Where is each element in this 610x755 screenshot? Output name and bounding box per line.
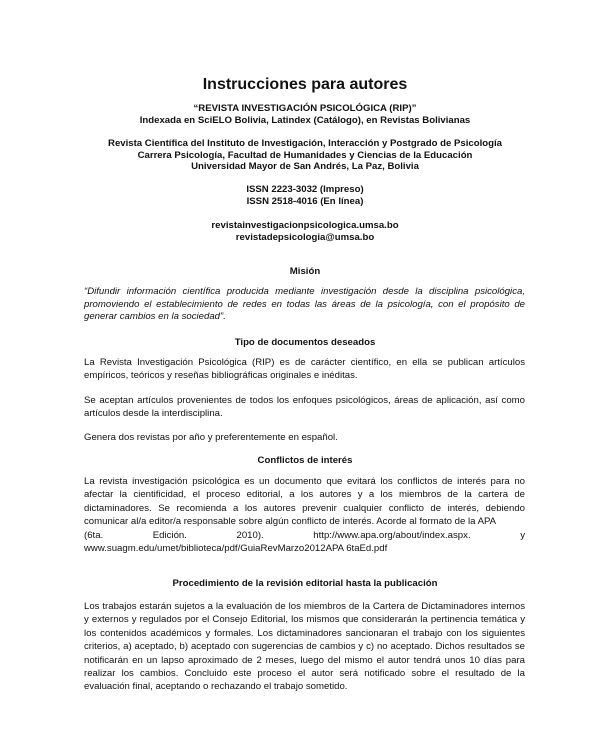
institution-line: Carrera Psicología, Facultad de Humanidades y Ciencias de la Educación bbox=[137, 149, 473, 161]
website-text: revistainvestigacionpsicologica.umsa.bo bbox=[211, 220, 399, 231]
suagm-link[interactable]: www.suagm.edu/umet/biblioteca/pdf/GuiaRevMarzo2012APA 6taEd.pdf bbox=[84, 543, 388, 555]
email-text: revistadepsicologia@umsa.bo bbox=[235, 231, 375, 243]
conflictos-text: La revista investigación psicológica es un documento que evitará los conflictos de interés para no afectar la cientificidad, el proceso editorial, a los autores y a los miembros de la cartera de dictaminadores. Se recomienda a los autores prevenir cualquier conflicto de interés, debiendo comunicar al/a editor/a responsable sobre algún conflicto de interés. Acorde al formato de la APA bbox=[84, 476, 525, 528]
institution-line: Revista Científica del Instituto de Investigación, Interacción y Postgrado de Psicología bbox=[108, 138, 502, 149]
conflictos-block bbox=[84, 475, 525, 555]
apa-edition-word: Edición. bbox=[152, 529, 187, 541]
tipo-paragraph: Genera dos revistas por año y preferentemente en español. bbox=[84, 432, 338, 443]
issn-online: ISSN 2518-4016 (En línea) bbox=[246, 195, 364, 207]
section-heading-tipo: Tipo de documentos deseados bbox=[234, 337, 376, 348]
issn-print: ISSN 2223-3032 (Impreso) bbox=[246, 184, 364, 195]
section-heading-conflictos: Conflictos de interés bbox=[257, 455, 353, 466]
page-title: Instrucciones para autores bbox=[202, 76, 408, 93]
apa-year: 2010). bbox=[236, 529, 264, 541]
contact-block bbox=[0, 220, 610, 243]
section-heading-procedimiento: Procedimiento de la revisión editorial hasta la publicación bbox=[172, 578, 438, 589]
journal-name: “REVISTA INVESTIGACIÓN PSICOLÓGICA (RIP)” bbox=[193, 103, 417, 114]
institution-block bbox=[0, 138, 610, 173]
apa-citation-line bbox=[84, 529, 525, 542]
tipo-paragraph: La Revista Investigación Psicológica (RIP) es de carácter científico, en ella se publican artículos empíricos, teóricos y reseñas bibliográficas originales e inéditas. bbox=[84, 357, 525, 382]
issn-block bbox=[0, 184, 610, 207]
institution-line: Universidad Mayor de San Andrés, La Paz, Bolivia bbox=[191, 161, 419, 173]
apa-conjunction: y bbox=[520, 529, 525, 541]
mision-text: “Difundir información científica producida mediante investigación desde la disciplina psicológica, promoviendo el establecimiento de redes en todas las áreas de la psicología, con el propósito de generar cambios en la sociedad”. bbox=[84, 286, 525, 323]
indexing-line: Indexada en SciELO Bolivia, Latindex (Catálogo), en Revistas Bolivianas bbox=[139, 114, 471, 126]
procedimiento-text: Los trabajos estarán sujetos a la evaluación de los miembros de la Cartera de Dictaminadores internos y externos y regulados por el Consejo Editorial, los mismos que considerarán la pertinencia temática y los contenidos académicos y formales. Los dictaminadores sancionaran el trabajo con los siguientes criterios, a) aceptado, b) aceptado con sugerencias de cambios y c) no aceptado. Dichos resultados se notificarán en un lapso aproximado de 2 meses, luego del mismo el autor tendrá unos 10 días para realizar los cambios. Concluido este proceso el autor será notificado sobre el resultado de la evaluación final, aceptando o rechazando el trabajo sometido. bbox=[84, 601, 525, 693]
tipo-paragraph: Se aceptan artículos provenientes de todos los enfoques psicológicos, áreas de aplicación, así como artículos desde la interdisciplina. bbox=[84, 395, 525, 420]
section-heading-mision: Misión bbox=[289, 266, 321, 277]
apa-link[interactable]: http://www.apa.org/about/index.aspx. bbox=[313, 529, 471, 541]
journal-header bbox=[0, 103, 610, 126]
apa-edition: (6ta. bbox=[84, 529, 104, 541]
